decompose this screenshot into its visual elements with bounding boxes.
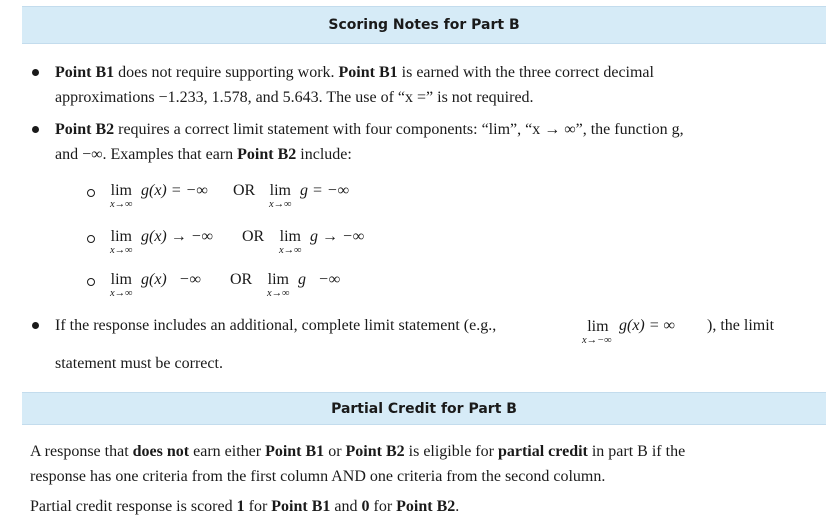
- lim-subscript: x→−∞: [582, 335, 612, 346]
- example-3a: g(x) −∞: [141, 271, 201, 288]
- partial-text: and: [330, 498, 362, 515]
- partial-bold: Point B1: [271, 498, 331, 515]
- circle-bullet-icon: [87, 235, 95, 243]
- partial-text: for: [244, 498, 272, 515]
- example-2b: g → −∞: [310, 228, 365, 245]
- partial-bold: Point B1: [265, 443, 325, 460]
- or-label: OR: [230, 271, 253, 288]
- bullet-icon: [32, 322, 39, 329]
- lim-subscript: x→∞: [110, 288, 133, 299]
- example-2a: g(x) → −∞: [141, 228, 213, 245]
- partial-bold: partial credit: [497, 443, 588, 460]
- partial-bold: does not: [132, 443, 190, 460]
- b3-text-2: ), the limit: [707, 317, 775, 334]
- lim-expression: [584, 318, 612, 346]
- partial-text: earn either: [189, 443, 266, 460]
- example-1b: g = −∞: [300, 182, 349, 199]
- lim-text: lim: [279, 228, 301, 245]
- partial-credit-text: [30, 439, 820, 519]
- or-label: OR: [242, 228, 265, 245]
- b1-text-2: is earned with the three correct decimal: [397, 64, 654, 81]
- b1-text-1: does not require supporting work.: [114, 64, 339, 81]
- lim-expression: [269, 182, 292, 210]
- partial-bold: Point B2: [396, 498, 456, 515]
- lim-text: lim: [110, 182, 132, 199]
- b3-text-1: If the response includes an additional, complete limit statement (e.g.,: [55, 317, 497, 334]
- partial-credit-header: [22, 392, 826, 425]
- example-1a: g(x) = −∞: [141, 182, 208, 199]
- lim-text: lim: [110, 271, 132, 288]
- bullet-icon: [32, 69, 39, 76]
- lim-text: lim: [267, 271, 289, 288]
- b1-text-3: approximations −1.233, 1.578, and 5.643. The use of “x =” is not required.: [55, 89, 534, 106]
- example-2: [87, 228, 407, 262]
- lim-subscript: x→∞: [279, 245, 302, 256]
- point-b2-label-2: Point B2: [237, 146, 297, 163]
- partial-text: .: [455, 498, 460, 515]
- bullet-icon: [32, 126, 39, 133]
- partial-text: for: [369, 498, 397, 515]
- lim-expression: [267, 271, 290, 299]
- lim-text: lim: [269, 182, 291, 199]
- lim-subscript: x→∞: [110, 245, 133, 256]
- point-b2-label: Point B2: [55, 121, 115, 138]
- example-3: [87, 271, 387, 305]
- partial-credit-title: Partial Credit for Part B: [331, 400, 517, 417]
- circle-bullet-icon: [87, 278, 95, 286]
- b2-text-3: include:: [296, 146, 352, 163]
- bullet-3-text: [55, 313, 825, 383]
- partial-line-3: [30, 494, 820, 519]
- b3-expression: g(x) = ∞: [619, 317, 675, 334]
- partial-bold: 0: [361, 498, 370, 515]
- lim-text: lim: [110, 228, 132, 245]
- partial-text: or: [324, 443, 346, 460]
- example-3b: g −∞: [298, 271, 341, 288]
- scoring-notes-header: [22, 6, 826, 44]
- scoring-notes-title: Scoring Notes for Part B: [328, 17, 520, 33]
- partial-line-1: [30, 439, 820, 464]
- lim-text: lim: [587, 318, 609, 335]
- partial-text: A response that: [30, 443, 133, 460]
- b2-text-1: requires a correct limit statement with four components: “lim”, “x → ∞”, the function g,: [114, 121, 684, 138]
- b2-text-2: and −∞. Examples that earn: [55, 146, 238, 163]
- partial-bold: 1: [236, 498, 245, 515]
- bullet-additional-limit: [32, 313, 822, 383]
- partial-text: is eligible for: [404, 443, 498, 460]
- bullet-b1-text: [55, 60, 825, 110]
- partial-text: Partial credit response is scored: [30, 498, 237, 515]
- lim-subscript: x→∞: [267, 288, 290, 299]
- partial-line-2: response has one criteria from the first column AND one criteria from the second column.: [30, 468, 606, 485]
- circle-bullet-icon: [87, 189, 95, 197]
- partial-text: in part B if the: [587, 443, 686, 460]
- example-1: [87, 182, 387, 216]
- lim-subscript: x→∞: [269, 199, 292, 210]
- bullet-b2-text: [55, 117, 825, 167]
- point-b1-label: Point B1: [55, 64, 115, 81]
- lim-subscript: x→∞: [110, 199, 133, 210]
- lim-expression: [279, 228, 302, 256]
- partial-bold: Point B2: [345, 443, 405, 460]
- point-b1-label-2: Point B1: [338, 64, 398, 81]
- b3-text-3: statement must be correct.: [55, 355, 223, 372]
- lim-expression: [110, 271, 133, 299]
- lim-expression: [110, 182, 133, 210]
- lim-expression: [110, 228, 133, 256]
- or-label: OR: [233, 182, 256, 199]
